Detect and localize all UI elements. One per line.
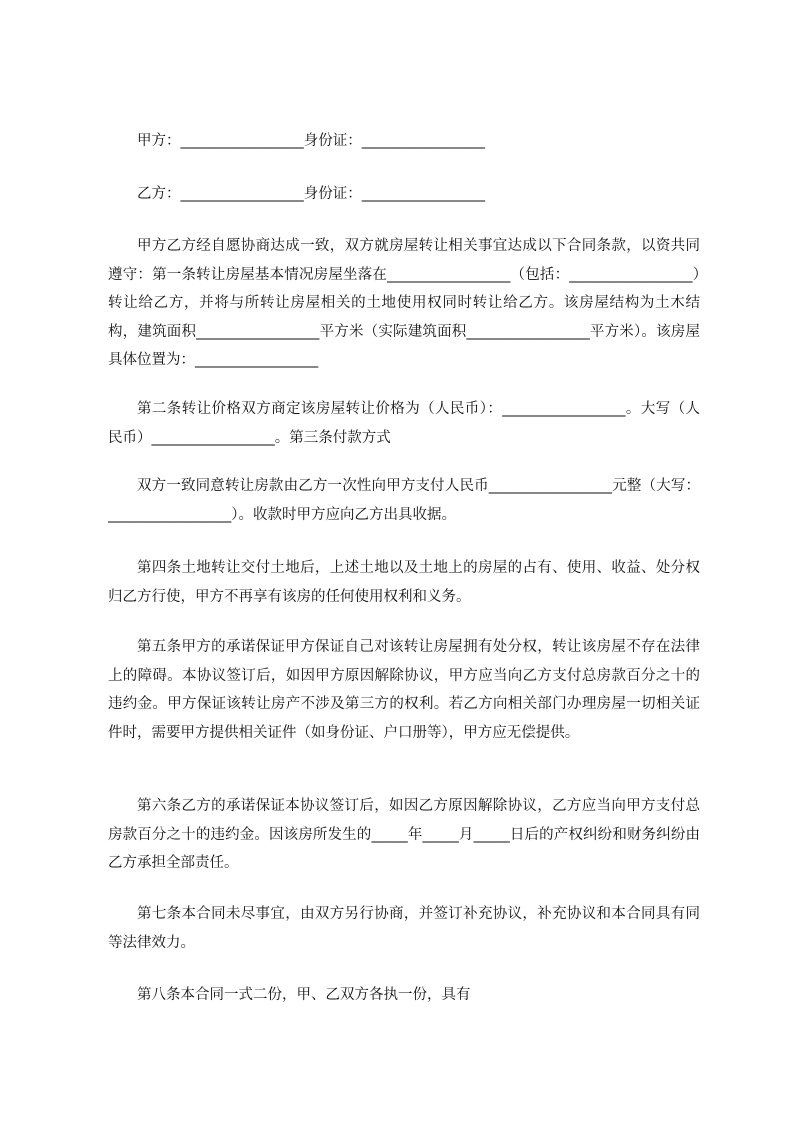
clause-party-a-guarantee-paragraph: 第五条甲方的承诺保证甲方保证自己对该转让房屋拥有处分权，转让该房屋不存在法律上的障碍。本协议签订后，如因甲方原因解除协议，甲方应当向乙方支付总房款百分之十的违约金。甲方保证该转让房产不涉及第三方的权利。若乙方向相关部门办理房屋一切相关证件时，需要甲方提供相关证件（如身份证、户口册等），甲方应无偿提供。 — [108, 639, 700, 741]
party-a-line: 甲方：_________________身份证：_________________ — [137, 133, 485, 149]
clause-land-transfer-paragraph: 第四条土地转让交付土地后，上述土地以及土地上的房屋的占有、使用、收益、处分权归乙方行使，甲方不再享有该房的任何使用权利和义务。 — [108, 560, 700, 605]
clause-supplement-paragraph: 第七条本合同未尽事宜，由双方另行协商，并签订补充协议，补充协议和本合同具有同等法律效力。 — [108, 906, 700, 951]
clause-intro-paragraph: 甲方乙方经自愿协商达成一致，双方就房屋转让相关事宜达成以下合同条款，以资共同遵守：第一条转让房屋基本情况房屋坐落在_________________（包括：_________________）转让给乙方，并将与所转让房屋相关的土地使用权同时转让给乙方。该房屋结构为土木结构，建筑面积_________________平方米（实际建筑面积_________________平方米）。该房屋具体位置为：_________________ — [108, 238, 700, 368]
clause-party-b-guarantee-paragraph: 第六条乙方的承诺保证本协议签订后，如因乙方原因解除协议，乙方应当向甲方支付总房款百分之十的违约金。因该房所发生的_____年_____月_____日后的产权纠纷和财务纠纷由乙方承担全部责任。 — [108, 798, 700, 871]
clause-copies-paragraph: 第八条本合同一式二份，甲、乙双方各执一份，具有 — [137, 987, 471, 1003]
clause-payment-paragraph: 双方一致同意转让房款由乙方一次性向甲方支付人民币_________________元整（大写：_________________）。收款时甲方应向乙方出具收据。 — [108, 478, 700, 523]
clause-price-paragraph: 第二条转让价格双方商定该房屋转让价格为（人民币）：_________________。大写（人民币）_________________。第三条付款方式 — [108, 401, 700, 446]
party-b-line: 乙方：_________________身份证：_________________ — [137, 186, 485, 202]
